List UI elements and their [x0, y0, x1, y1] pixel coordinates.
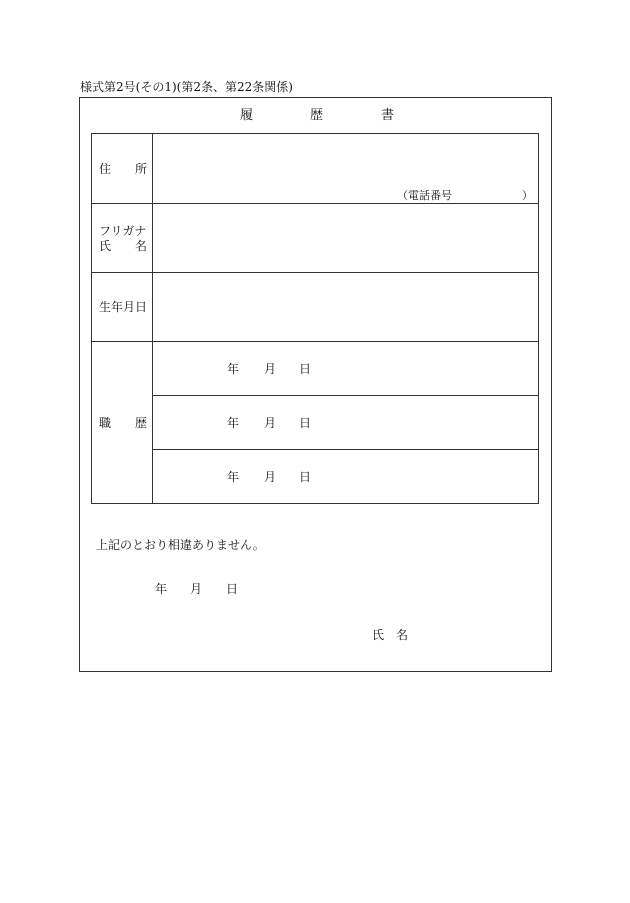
signature-year: 年 — [155, 582, 168, 596]
form-number-label: 様式第2号(その1)(第2条、第22条関係) — [80, 80, 293, 94]
career-month: 月 — [264, 470, 277, 484]
resume-table — [91, 133, 539, 504]
name-field[interactable] — [154, 205, 538, 271]
attestation-statement: 上記のとおり相違ありません。 — [96, 538, 265, 552]
career-year: 年 — [227, 362, 240, 376]
row-divider-name — [92, 272, 538, 273]
signature-month: 月 — [190, 582, 203, 596]
signature-name-field[interactable] — [412, 622, 542, 646]
row-divider-career-1 — [152, 395, 538, 396]
career-entry[interactable] — [154, 397, 538, 448]
address-label: 住 所 — [99, 162, 148, 176]
document-title-char-3: 書 — [381, 108, 395, 123]
phone-label: （電話番号 — [397, 189, 452, 202]
career-entry[interactable] — [154, 343, 538, 394]
signature-name-label-char-1: 氏 — [372, 628, 385, 642]
signature-date[interactable] — [150, 578, 250, 600]
document-title-char-1: 履 — [240, 108, 254, 123]
address-field[interactable] — [154, 135, 538, 202]
phone-close-paren: ） — [522, 189, 533, 202]
furigana-label: フリガナ — [99, 224, 147, 238]
career-day: 日 — [299, 416, 312, 430]
signature-name-label-char-2: 名 — [396, 628, 409, 642]
career-day: 日 — [299, 470, 312, 484]
label-column-divider — [152, 134, 153, 503]
career-year: 年 — [227, 416, 240, 430]
career-day: 日 — [299, 362, 312, 376]
row-divider-birthdate — [92, 341, 538, 342]
birthdate-label: 生年月日 — [99, 300, 148, 314]
career-month: 月 — [264, 416, 277, 430]
row-divider-career-2 — [152, 449, 538, 450]
signature-day: 日 — [226, 582, 239, 596]
name-label: 氏 名 — [99, 239, 148, 253]
document-title-char-2: 歴 — [310, 108, 324, 123]
career-entry[interactable] — [154, 451, 538, 502]
career-label: 職 歴 — [99, 416, 148, 430]
career-year: 年 — [227, 470, 240, 484]
row-divider-address — [92, 203, 538, 204]
career-month: 月 — [264, 362, 277, 376]
birthdate-field[interactable] — [154, 274, 538, 340]
